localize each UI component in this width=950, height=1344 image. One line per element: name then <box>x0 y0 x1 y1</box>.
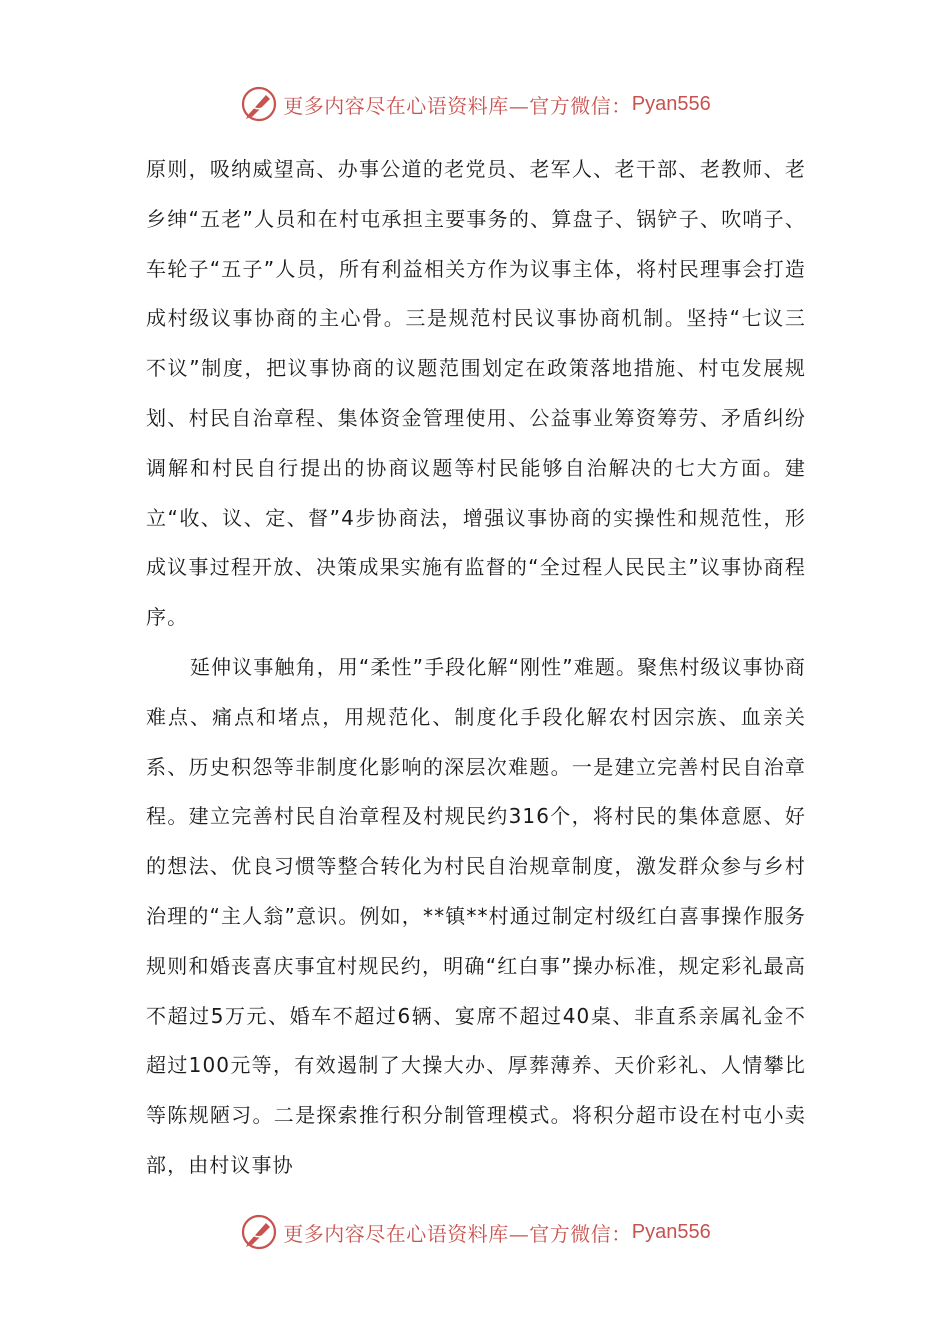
paragraph-1: 原则，吸纳威望高、办事公道的老党员、老军人、老干部、老教师、老乡绅“五老”人员和在村屯承担主要事务的、算盘子、锅铲子、吹哨子、车轮子“五子”人员，所有利益相关方作为议事主体，将村民理事会打造成村级议事协商的主心骨。三是规范村民议事协商机制。坚持“七议三不议”制度，把议事协商的议题范围划定在政策落地措施、村屯发展规划、村民自治章程、集体资金管理使用、公益事业筹资筹劳、矛盾纠纷调解和村民自行提出的协商议题等村民能够自治解决的七大方面。建立“收、议、定、督”4步协商法，增强议事协商的实操性和规范性，形成议事过程开放、决策成果实施有监督的“全过程人民民主”议事协商程序。 <box>146 157 807 630</box>
banner-text: 更多内容尽在心语资料库—官方微信： <box>283 93 632 118</box>
header-banner <box>0 82 950 126</box>
footer-banner <box>0 1210 950 1254</box>
paragraph-2: 延伸议事触角，用“柔性”手段化解“刚性”难题。聚焦村级议事协商难点、痛点和堵点，用规范化、制度化手段化解农村因宗族、血亲关系、历史积怨等非制度化影响的深层次难题。一是建立完善村民自治章程。建立完善村民自治章程及村规民约316个，将村民的集体意愿、好的想法、优良习惯等整合转化为村民自治规章制度，激发群众参与乡村治理的“主人翁”意识。例如，**镇**村通过制定村级红白喜事操作服务规则和婚丧喜庆事宜村规民约，明确“红白事”操办标准，规定彩礼最高不超过5万元、婚车不超过6辆、宴席不超过40桌、非直系亲属礼金不超过100元等，有效遏制了大操大办、厚葬薄养、天价彩礼、人情攀比等陈规陋习。二是探索推行积分制管理模式。将积分超市设在村屯小卖部，由村议事协 <box>146 654 806 1177</box>
pen-circle-logo-icon <box>239 1212 279 1252</box>
banner-wechat-id: Pyan556 <box>631 1220 711 1243</box>
pen-circle-logo-icon <box>239 84 279 124</box>
document-body <box>146 145 806 1191</box>
banner-text: 更多内容尽在心语资料库—官方微信： <box>283 1221 632 1246</box>
banner-wechat-id: Pyan556 <box>631 92 711 115</box>
